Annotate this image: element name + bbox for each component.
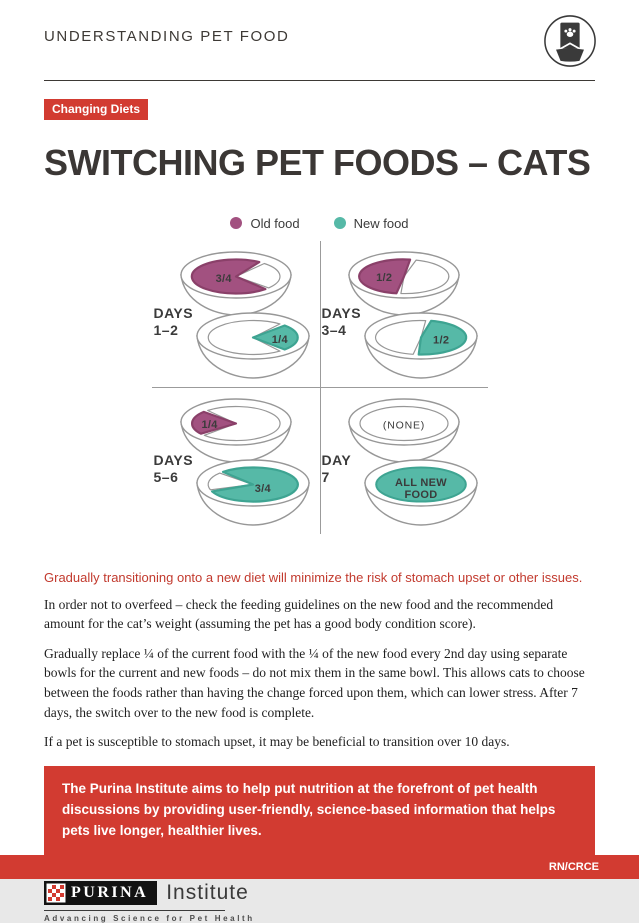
footer-code-bar [0,855,639,879]
quadrant-label: DAYS 3–4 [321,304,362,338]
legend [44,216,595,231]
footer-code: RN/CRCE [548,861,599,873]
page-header [44,20,595,64]
svg-text:(NONE): (NONE) [382,419,425,432]
legend-label: New food [353,215,409,231]
header-title: UNDERSTANDING PET FOOD [44,28,290,45]
svg-text:1/4: 1/4 [271,333,288,346]
legend-label: Old food [250,215,300,231]
brand-name: PURINA [71,883,149,901]
quadrant-days-3-4 [320,241,488,388]
purina-wordmark [44,881,157,905]
brand-tagline: Advancing Science for Pet Health [44,913,255,923]
quadrant-days-5-6 [152,388,321,534]
brand-suffix: Institute [166,880,249,904]
quadrant-label: DAYS 1–2 [153,304,194,338]
paragraph: In order not to overfeed – check the feeding guidelines on the new food and the recommended amount for the cat’s weight (assuming the pet has a good body condition score). [44,596,554,632]
paragraph: Gradually replace ¼ of the current food with the ¼ of the new food every 2nd day using separate bowls for the current and new foods – do not mix them in the same bowl. This allows cats to choose between the foods rather than having the change forced upon them, which can lower stress. After 7 days, the switch over to the new food is complete. [44,645,585,720]
svg-text:1/2: 1/2 [375,271,392,284]
quadrant-day-7 [320,388,488,534]
logo-divider [44,910,225,911]
quadrant-label: DAYS 5–6 [153,451,194,485]
page-title: SWITCHING PET FOODS – CATS [44,142,591,183]
pet-food-bag-bowl-icon [543,14,597,73]
purina-institute-callout: The Purina Institute aims to help put nutrition at the forefront of pet health discussions by providing user-friendly, science-based information that helps pets live longer, healthier lives. [44,766,595,855]
quadrant-days-1-2 [152,241,321,388]
body-copy [44,595,595,752]
header-divider [44,80,595,81]
svg-text:3/4: 3/4 [215,272,232,285]
legend-item-new-food [334,216,409,231]
purina-checkerboard-icon [48,885,64,901]
section-badge: Changing Diets [44,99,148,120]
bowl-diagram [152,241,488,534]
old-food-dot-icon [230,217,242,229]
quadrant-label: DAY 7 [321,451,352,485]
svg-text:3/4: 3/4 [254,482,271,495]
svg-text:ALL NEWFOOD: ALL NEW FOOD [394,476,447,501]
new-food-dot-icon [334,217,346,229]
svg-text:1/2: 1/2 [432,334,449,347]
paragraph: If a pet is susceptible to stomach upset, it may be beneficial to transition over 10 days. [44,734,510,750]
highlight-sentence: Gradually transitioning onto a new diet will minimize the risk of stomach upset or other issues. [44,569,583,585]
svg-text:1/4: 1/4 [200,418,218,431]
legend-item-old-food [230,216,299,231]
purina-institute-logo [44,881,595,923]
